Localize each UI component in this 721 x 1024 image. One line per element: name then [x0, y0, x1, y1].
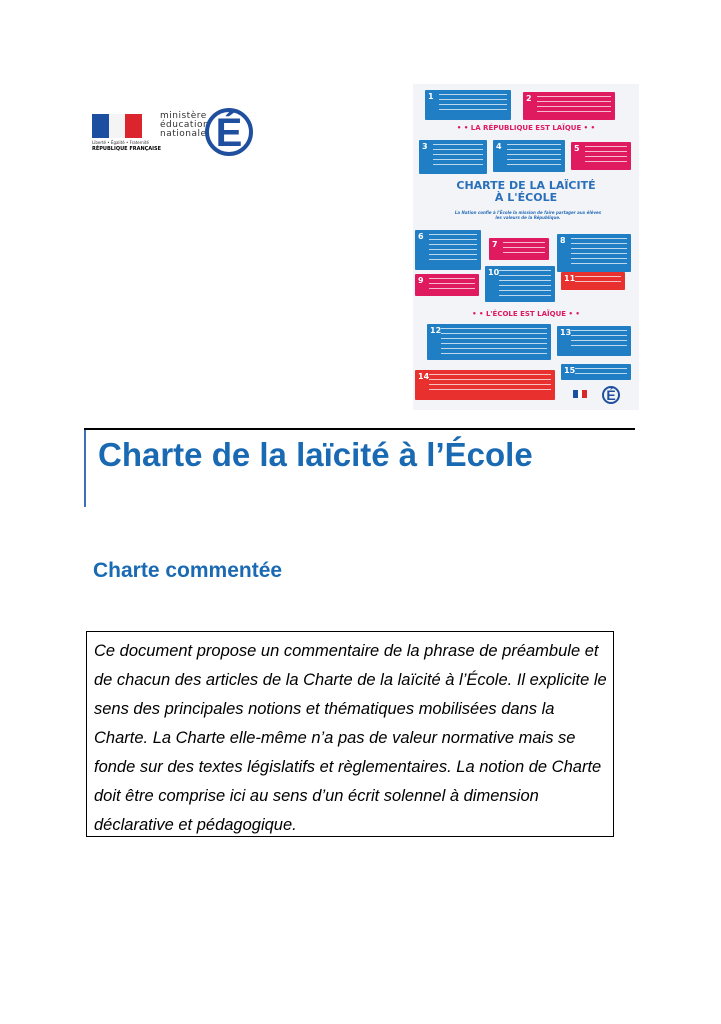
poster-article-card: [489, 238, 549, 260]
poster-e-letter: É: [606, 387, 616, 403]
poster-article-card: [427, 324, 551, 360]
poster-ministry-e-icon: [601, 382, 621, 404]
title-top-rule: [84, 428, 635, 430]
logo-ministry-line: nationale: [160, 129, 207, 139]
ministry-logo: [92, 96, 262, 158]
poster-article-card: [419, 140, 487, 174]
charter-poster-image: [413, 84, 639, 410]
poster-title-line: CHARTE DE LA LAÏCITÉ: [456, 179, 596, 192]
ministry-e-icon: [204, 96, 254, 158]
poster-article-number: 7: [492, 240, 498, 249]
poster-article-number: 6: [418, 232, 424, 241]
poster-article-card: [523, 92, 615, 120]
poster-article-card: [415, 370, 555, 400]
poster-article-card: [557, 234, 631, 272]
logo-ministry-line: ministère: [160, 111, 207, 121]
poster-article-number: 13: [560, 328, 572, 337]
poster-title-line: À L'ÉCOLE: [494, 191, 558, 204]
document-title: Charte de la laïcité à l’École: [98, 436, 533, 473]
poster-article-number: 1: [428, 92, 434, 101]
poster-label-school: • • L'ÉCOLE EST LAÏQUE • •: [472, 310, 580, 318]
logo-republic: RÉPUBLIQUE FRANÇAISE: [92, 146, 162, 152]
intro-box: [86, 631, 614, 837]
title-left-bar: [84, 430, 86, 507]
poster-article-card: [557, 326, 631, 356]
marianne-flag-icon: [92, 114, 142, 138]
poster-article-number: 4: [496, 142, 502, 151]
poster-article-card: [415, 230, 481, 270]
poster-article-number: 5: [574, 144, 580, 153]
poster-article-number: 8: [560, 236, 566, 245]
logo-motto: Liberté • Égalité • Fraternité: [92, 140, 149, 145]
poster-article-number: 14: [418, 372, 430, 381]
poster-label-republic: • • LA RÉPUBLIQUE EST LAÏQUE • •: [456, 124, 596, 132]
poster-article-card: [561, 272, 625, 290]
poster-article-card: [493, 140, 565, 172]
poster-subtitle: La Nation confie à l'École la mission de faire partager aux élèves les valeurs de la République.: [454, 210, 602, 220]
intro-text: Ce document propose un commentaire de la phrase de préambule et de chacun des articles de la Charte de la laïcité à l’École. Il explicite le sens des principales notions et thématiques mobilisées dans la Charte. La Charte elle-même n’a pas de valeur normative mais se fonde sur des textes législatifs et règlementaires. La notion de Charte doit être comprise ici au sens d’un écrit solennel à dimension déclarative et pédagogique.: [94, 642, 607, 834]
poster-article-card: [485, 266, 555, 302]
poster-flag-icon: [573, 390, 587, 398]
logo-ministry-text: [160, 112, 209, 139]
poster-title: [413, 180, 639, 204]
poster-article-card: [561, 364, 631, 380]
poster-article-number: 2: [526, 94, 532, 103]
poster-article-number: 12: [430, 326, 442, 335]
poster-article-number: 9: [418, 276, 424, 285]
ministry-e-letter: É: [215, 111, 243, 155]
document-subtitle: Charte commentée: [93, 559, 283, 582]
poster-article-card: [571, 142, 631, 170]
poster-article-card: [415, 274, 479, 296]
poster-article-number: 3: [422, 142, 428, 151]
poster-article-card: [425, 90, 511, 120]
poster-article-number: 15: [564, 366, 576, 375]
logo-ministry-line: éducation: [160, 120, 210, 130]
poster-article-number: 11: [564, 274, 576, 283]
poster-article-number: 10: [488, 268, 500, 277]
